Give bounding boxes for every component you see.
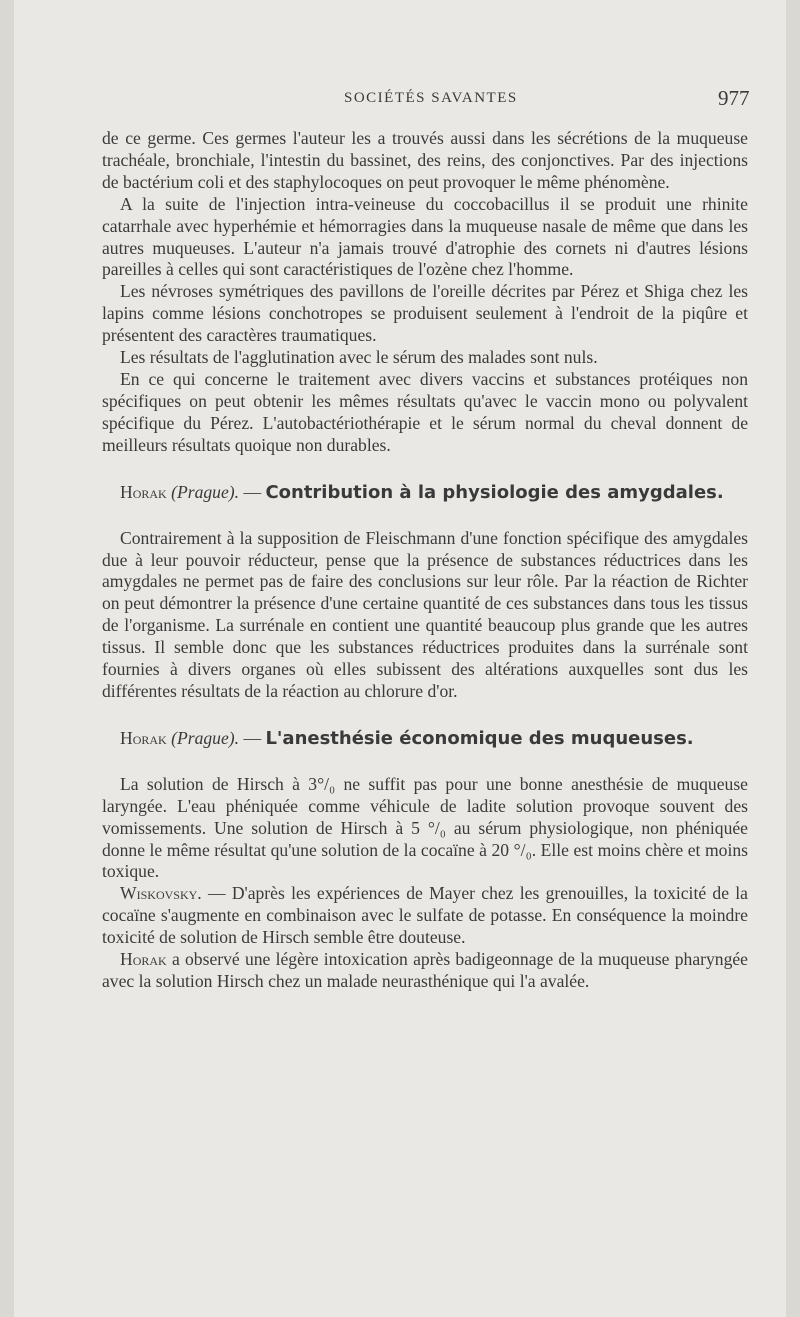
article-place: (Prague). [171,727,240,748]
section-spacer [102,504,748,528]
paragraph: Contrairement à la supposition de Fleischmann d'une fonction spécifique des amygdales due à leur pouvoir réducteur, pense que la présence de substances réductrices dans les amygdales ne permet pas de faire des conclusions sur leur rôle. Par la réaction de Richter on peut démontrer la présence d'une certaine quantité de ces substances dans tous les tissus de l'organisme. La surrénale en contient une quantité beaucoup plus grande que les autres tissus. Il semble donc que les substances réductrices produites dans la surrénale sont fournies à divers organes où elles subissent des altérations auxquelles sont dus les différentes résultats de la réaction au chlorure d'or. [102,527,748,701]
article-title: L'anesthésie économique des muqueuses. [265,727,694,749]
paragraph: En ce qui concerne le traitement avec divers vaccins et substances protéiques non spécifiques on peut obtenir les mêmes résultats qu'avec le vaccin mono ou polyvalent spécifique du Pérez. L'autobactériothérapie et le sérum normal du cheval donnent de meilleurs résultats quoique non durables. [102,368,748,455]
paragraph: A la suite de l'injection intra-veineuse du coccobacillus il se produit une rhinite catarrhale avec hyperhémie et hémorragies dans la muqueuse nasale de même que dans les autres muqueuses. L'auteur n'a jamais trouvé d'atrophie des cornets ni d'autres lésions pareilles à celles qui sont caractéristiques de l'ozène chez l'homme. [102,193,748,280]
page-number: 977 [718,86,750,110]
paragraph: Les résultats de l'agglutination avec le sérum des malades sont nuls. [120,347,598,368]
paragraph: Les névroses symétriques des pavillons de l'oreille décrites par Pérez et Shiga chez les lapins comme lésions conchotropes se produisent seulement à l'endroit de la piqûre et présentent des caractères traumatiques. [102,281,748,346]
discussion-text: a observé une légère intoxication après badigeonnage de la muqueuse pharyngée avec la solution Hirsch chez un malade neurasthénique qui l'a avalée. [102,949,748,991]
section-spacer [102,457,748,481]
article-place: (Prague). [171,481,240,502]
body-text [102,128,748,993]
section-spacer [102,750,748,774]
article-author: Horak [120,727,167,748]
discussant-name: Wiskovsky. [120,883,202,904]
discussion-text: — D'après les expériences de Mayer chez les grenouilles, la toxicité de la cocaïne s'augmente en combinaison avec le sulfate de potasse. En conséquence la moindre toxicité de solution de Hirsch semble être douteuse. [102,883,748,948]
heading-dash: — [239,481,266,502]
discussion-paragraph [102,883,748,949]
running-title: SOCIÉTÉS SAVANTES [344,90,518,106]
article-title: Contribution à la physiologie des amygdales. [265,481,724,503]
paragraph: de ce germe. Ces germes l'auteur les a trouvés aussi dans les sécrétions de la muqueuse trachéale, bronchiale, l'intestin du bassinet, des reins, des conjonctives. Par des injections de bactérium coli et des staphylocoques on peut provoquer le même phénomène. [102,128,748,192]
discussant-name: Horak [120,949,167,970]
page [14,0,786,1317]
paragraph: La solution de Hirsch à 3°/₀ ne suffit pas pour une bonne anesthésie de muqueuse laryngée. L'eau phéniquée comme véhicule de ladite solution provoque souvent des vomissements. Une solution de Hirsch à 5 °/₀ au sérum physiologique, non phéniquée donne le même résultat qu'une solution de la cocaïne à 20 °/₀. Elle est moins chère et moins toxique. [102,773,748,882]
section-spacer [102,703,748,727]
heading-dash: — [239,727,266,748]
article-author: Horak [120,481,167,502]
article-heading [102,727,748,750]
discussion-paragraph [102,949,748,993]
article-heading [102,481,748,504]
